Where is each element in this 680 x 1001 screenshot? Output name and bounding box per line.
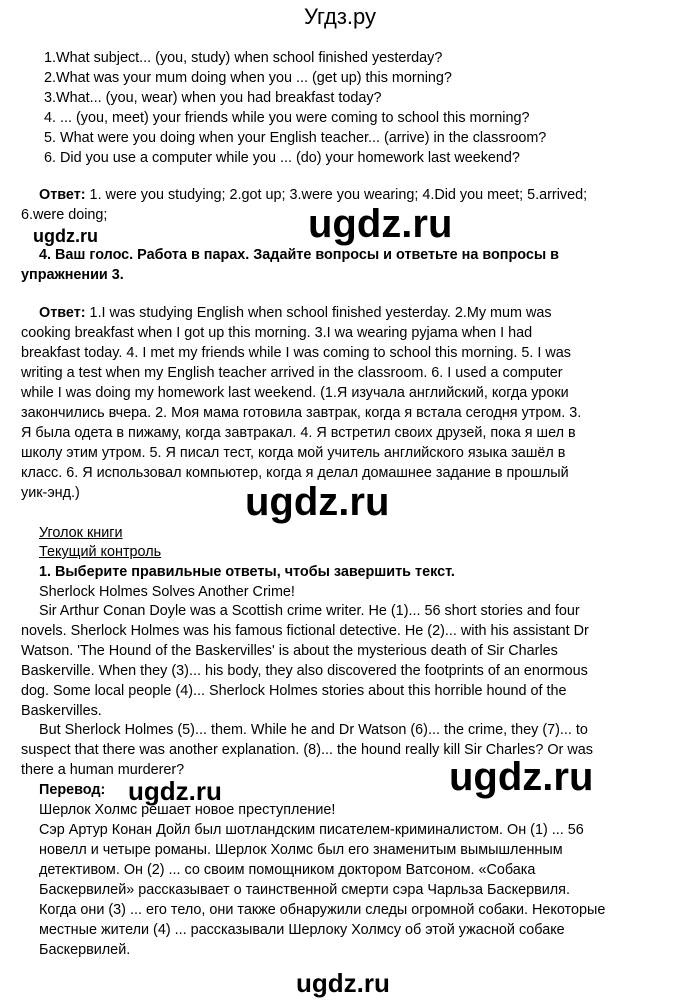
question-line: 5. What were you doing when your English teacher... (arrive) in the classroom? — [44, 130, 547, 146]
answer-line: школу этим утром. 5. Я писал тест, когда мой учитель английского языка зашёл в — [21, 445, 566, 461]
watermark: ugdz.ru — [449, 755, 594, 799]
story-line: suspect that there was another explanation. (8)... the hound really kill Sir Charles? Or was — [21, 742, 593, 758]
translation-line: Когда они (3) ... его тело, они также обнаружили следы огромной собаки. Некоторые — [39, 902, 606, 918]
watermark: ugdz.ru — [296, 968, 390, 998]
translation-line: Шерлок Холмс решает новое преступление! — [39, 802, 336, 818]
story-line: novels. Sherlock Holmes was his famous fictional detective. He (2)... with his assistant Dr — [21, 623, 589, 639]
task-title: 1. Выберите правильные ответы, чтобы завершить текст. — [39, 564, 455, 580]
question-line: 3.What... (you, wear) when you had breakfast today? — [44, 90, 382, 106]
answer-line: breakfast today. 4. I met my friends while I was coming to school this morning. 5. I was — [21, 345, 572, 361]
question-line: 2.What was your mum doing when you ... (get up) this morning? — [44, 70, 452, 86]
answer-line: 6.were doing; — [21, 207, 108, 223]
translation-line: Баскервилей» рассказывает о таинственной смерти сэра Чарльза Баскервиля. — [39, 882, 570, 898]
question-line: 6. Did you use a computer while you ... (do) your homework last weekend? — [44, 150, 520, 166]
answer-line: класс. 6. Я использовал компьютер, когда я делал домашнее задание в прошлый — [21, 465, 569, 481]
watermark: ugdz.ru — [128, 776, 222, 806]
answer-line: while I was doing my homework last weekend. (1.Я изучала английский, когда уроки — [21, 385, 569, 401]
story-line: Watson. 'The Hound of the Baskervilles' is about the mysterious death of Sir Charles — [21, 643, 558, 659]
answer-text: 1.I was studying English when school finished yesterday. 2.My mum was — [85, 305, 552, 321]
story-line: dog. Some local people (4)... Sherlock Holmes stories about this horrible hound of the — [21, 683, 567, 699]
answer-line: Я была одета в пижаму, когда завтракал. 4. Я встретил своих друзей, пока я шел в — [21, 425, 576, 441]
answer-line: cooking breakfast when I got up this morning. 3.I wa wearing pyjama when I had — [21, 325, 533, 341]
answer-line — [39, 303, 552, 323]
story-line: Baskervilles. — [21, 703, 102, 719]
translation-line: Сэр Артур Конан Дойл был шотландским писателем-криминалистом. Он (1) ... 56 — [39, 822, 584, 838]
exercise-title: упражнении 3. — [21, 267, 124, 283]
translation-label: Перевод: — [39, 782, 106, 798]
watermark: ugdz.ru — [245, 480, 390, 524]
exercise-title: 4. Ваш голос. Работа в парах. Задайте вопросы и ответьте на вопросы в — [39, 247, 559, 263]
translation-line: местные жители (4) ... рассказывали Шерлоку Холмсу об этой ужасной собаке — [39, 922, 565, 938]
story-line: Sir Arthur Conan Doyle was a Scottish crime writer. He (1)... 56 short stories and four — [39, 603, 580, 619]
site-title: Угдз.ру — [303, 4, 377, 29]
watermark: ugdz.ru — [33, 226, 98, 246]
translation-line: Баскервилей. — [39, 942, 131, 958]
translation-line: детективом. Он (2) ... со своим помощником доктором Ватсоном. «Собака — [39, 862, 536, 878]
question-line: 1.What subject... (you, study) when school finished yesterday? — [44, 50, 443, 66]
watermark: ugdz.ru — [308, 202, 453, 246]
story-line: Baskerville. When they (3)... his body, they also discovered the footprints of an enormous — [21, 663, 588, 679]
translation-line: новелл и четыре романы. Шерлок Холмс был его знаменитым вымышленным — [39, 842, 563, 858]
answer-line: writing a test when my English teacher arrived in the classroom. 6. I used a computer — [21, 365, 563, 381]
section-heading: Текущий контроль — [39, 544, 162, 560]
answer-text: 1. were you studying; 2.got up; 3.were you wearing; 4.Did you meet; 5.arrived; — [85, 187, 588, 203]
answer-line: уик-энд.) — [21, 485, 80, 501]
answer-label: Ответ: — [39, 305, 86, 321]
story-line: there a human murderer? — [21, 762, 185, 778]
section-heading: Уголок книги — [39, 525, 123, 541]
story-title: Sherlock Holmes Solves Another Crime! — [39, 584, 295, 600]
answer-line: закончились вчера. 2. Моя мама готовила завтрак, когда я встала сегодня утром. 3. — [21, 405, 582, 421]
question-line: 4. ... (you, meet) your friends while you were coming to school this morning? — [44, 110, 530, 126]
story-line: But Sherlock Holmes (5)... them. While he and Dr Watson (6)... the crime, they (7)... to — [39, 722, 588, 738]
answer-label: Ответ: — [39, 187, 86, 203]
